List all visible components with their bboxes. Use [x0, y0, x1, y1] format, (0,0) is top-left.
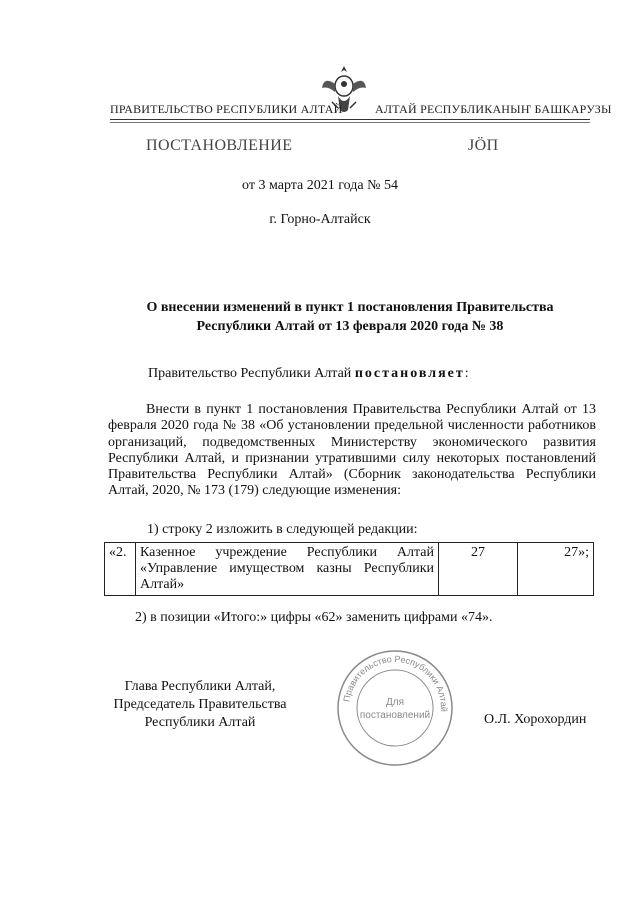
signatory-title-line2: Председатель Правительства	[113, 697, 287, 712]
decides-line	[148, 366, 469, 382]
header-left-title: ПРАВИТЕЛЬСТВО РЕСПУБЛИКИ АЛТАЙ	[110, 102, 343, 116]
decides-verb: постановляет	[354, 366, 465, 381]
document-city: г. Горно-Алтайск	[269, 212, 371, 227]
header-divider	[110, 119, 590, 120]
row-number: «2.	[105, 543, 136, 596]
doc-type-alt: ЈÖП	[468, 137, 499, 154]
signatory-title-line3: Республики Алтай	[144, 715, 256, 730]
signatory-title	[100, 678, 300, 732]
doc-type-ru: ПОСТАНОВЛЕНИЕ	[146, 137, 293, 154]
row-value-b: 27»;	[518, 543, 594, 596]
signatory-name: О.Л. Хорохордин	[484, 712, 587, 727]
decides-end: :	[464, 366, 469, 381]
stamp-ring-text: Правительство Республики Алтай	[341, 653, 450, 713]
table-row	[105, 543, 594, 596]
header-divider-thin	[110, 122, 590, 123]
document-title: О внесении изменений в пункт 1 постановления Правительства Республики Алтай от 13 февраля 2020 года № 38	[146, 300, 554, 334]
body-paragraph: Внести в пункт 1 постановления Правительства Республики Алтай от 13 февраля 2020 года № 38 «Об установлении предельной численности работников организаций, подведомственных Министерству экономического развития Республики Алтай, и признании утратившими силу некоторых постановлений Правительства Республики Алтай» (Сборник законодательства Республики Алтай, 2020, № 173 (179) следующие изменения:	[108, 402, 596, 499]
amendment-item-1: 1) строку 2 изложить в следующей редакции:	[147, 522, 418, 537]
header-right-title: АЛТАЙ РЕСПУБЛИКАНЫҤ БАШКАРУЗЫ	[375, 102, 612, 116]
amendment-item-2: 2) в позиции «Итого:» цифры «62» заменить цифрами «74».	[135, 610, 493, 625]
row-value-a: 27	[439, 543, 518, 596]
stamp-center-line2: постановлений	[359, 710, 431, 721]
official-stamp	[335, 648, 455, 768]
amendment-table	[104, 542, 594, 596]
stamp-center-line1: Для	[385, 697, 405, 708]
document-date: от 3 марта 2021 года № 54	[242, 178, 398, 193]
decides-subject: Правительство Республики Алтай	[148, 366, 355, 381]
row-organization: Казенное учреждение Республики Алтай «Управление имуществом казны Республики Алтай»	[136, 543, 439, 596]
signatory-title-line1: Глава Республики Алтай,	[124, 679, 276, 694]
